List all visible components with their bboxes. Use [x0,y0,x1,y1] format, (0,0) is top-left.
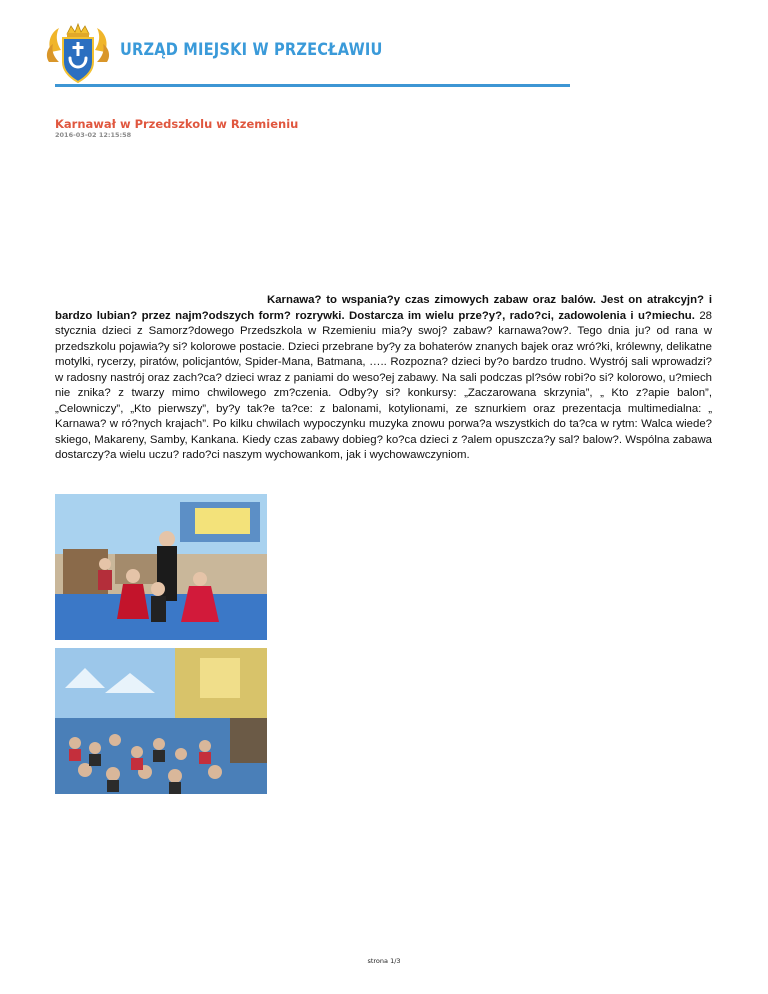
carnival-photo-hall [55,648,267,794]
carnival-photo-costumes [55,494,267,640]
coat-of-arms-icon [45,22,111,84]
article-lead: Karnawa? to wspania?y czas zimowych zabaw oraz balów. Jest on atrakcyjn? i bardzo lubian? przez najm?odszych form? rozrywki. Dostarcza im wielu prze?y?, rado?ci, zadowolenia i u?miechu. [55,294,712,322]
article-title: Karnawał w Przedszkolu w Rzemieniu [55,117,299,131]
header-divider [55,84,570,87]
site-title: URZĄD MIEJSKI W PRZECŁAWIU [120,40,383,60]
page-number: strona 1/3 [367,957,401,965]
article-text: 28 stycznia dzieci z Samorz?dowego Przedszkola w Rzemieniu mia?y swoj? zabaw? karnawa?ow?. Tego dnia ju? od rana w przedszkolu pojawia?y si? kolorowe postacie. Dzieci przebrane by?y za bohaterów znanych bajek oraz wró?ki, królewny, delikatne motylki, rycerzy, piratów, policjantów, Spider-Mana, Batmana, ….. Rozpozna? dzieci by?o bardzo trudno. Wystrój sali wprowadzi? w radosny nastrój oraz zach?ca? dzieci wraz z paniami do weso?ej zabawy. Na sali podczas pl?sów robi?o si? kolorowo, u?miech nie znika? z twarzy mimo chwilowego zm?czenia. Odby?y si? konkursy: „Zaczarowana skrzynia”, „ Kto z?apie balon”, „Celowniczy”, „Kto pierwszy”, by?y tak?e ta?ce: z balonami, kotylionami, ze sznurkiem oraz prezentacja multimedialna: „ Karnawa? w ró?nych krajach”. Po kilku chwilach wypoczynku muzyka znowu porwa?a wszystkich do ta?ca w rytm: Walca wiede?skiego, Makareny, Samby, Kankana. Kiedy czas zabawy dobieg? ko?ca dzieci z ?alem opuszcza?y sal? balow?. Wspólna zabawa dostarczy?a wielu uczu? rado?ci naszym wychowankom, jak i wychowawczyniom. [55,309,712,461]
article-date: 2016-03-02 12:15:58 [55,131,132,139]
article-body [55,293,712,464]
